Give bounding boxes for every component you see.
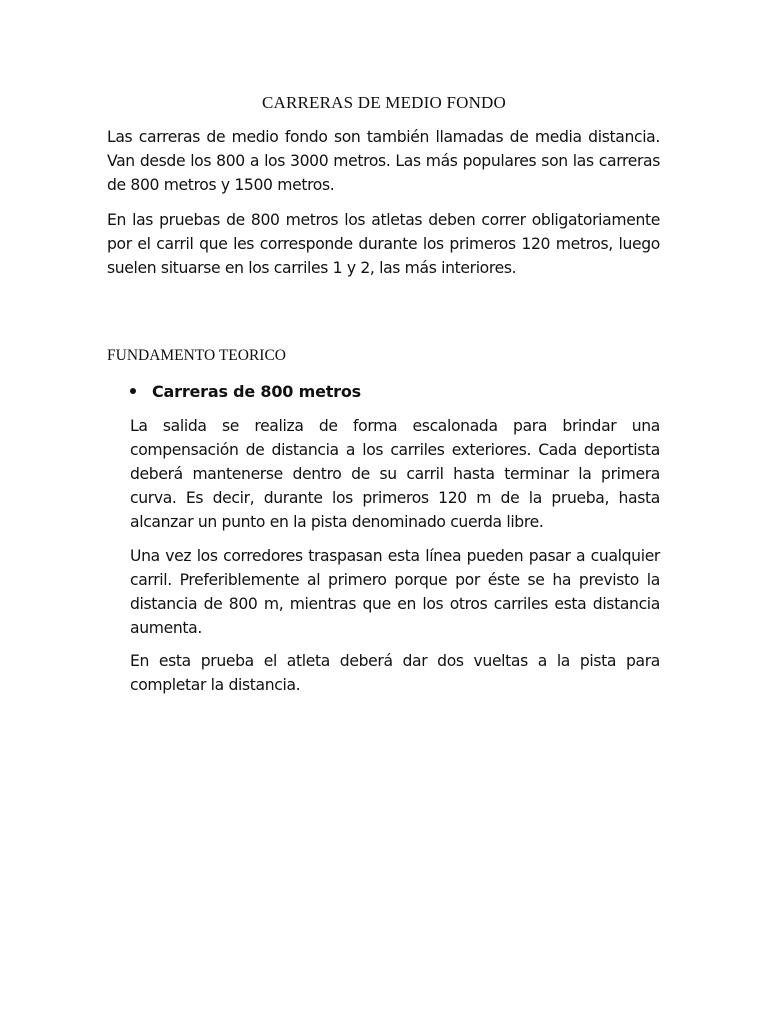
body-paragraph-2: Una vez los corredores traspasan esta línea pueden pasar a cualquier carril. Preferiblemente al primero porque por éste se ha previsto la distancia de 800 m, mientras que en los otros carriles esta distancia aumenta. (130, 547, 660, 637)
intro-paragraph-1: Las carreras de medio fondo son también llamadas de media distancia. Van desde los 800 a los 3000 metros. Las más populares son las carreras de 800 metros y 1500 metros. (107, 128, 660, 194)
body-paragraph-1: La salida se realiza de forma escalonada para brindar una compensación de distancia a los carriles exteriores. Cada deportista deberá mantenerse dentro de su carril hasta terminar la primera curva. Es decir, durante los primeros 120 m de la prueba, hasta alcanzar un punto en la pista denominado cuerda libre. (130, 417, 660, 531)
document-title: CARRERAS DE MEDIO FONDO (261, 93, 507, 112)
body-paragraph-3: En esta prueba el atleta deberá dar dos vueltas a la pista para completar la distancia. (130, 652, 660, 694)
section-heading: FUNDAMENTO TEORICO (107, 347, 286, 364)
bullet-item (130, 379, 361, 403)
bullet-heading: Carreras de 800 metros (152, 381, 361, 401)
bullet-dot-icon (130, 388, 136, 394)
intro-paragraph-2: En las pruebas de 800 metros los atletas deben correr obligatoriamente por el carril que les corresponde durante los primeros 120 metros, luego suelen situarse en los carriles 1 y 2, las más interiores. (107, 211, 660, 277)
